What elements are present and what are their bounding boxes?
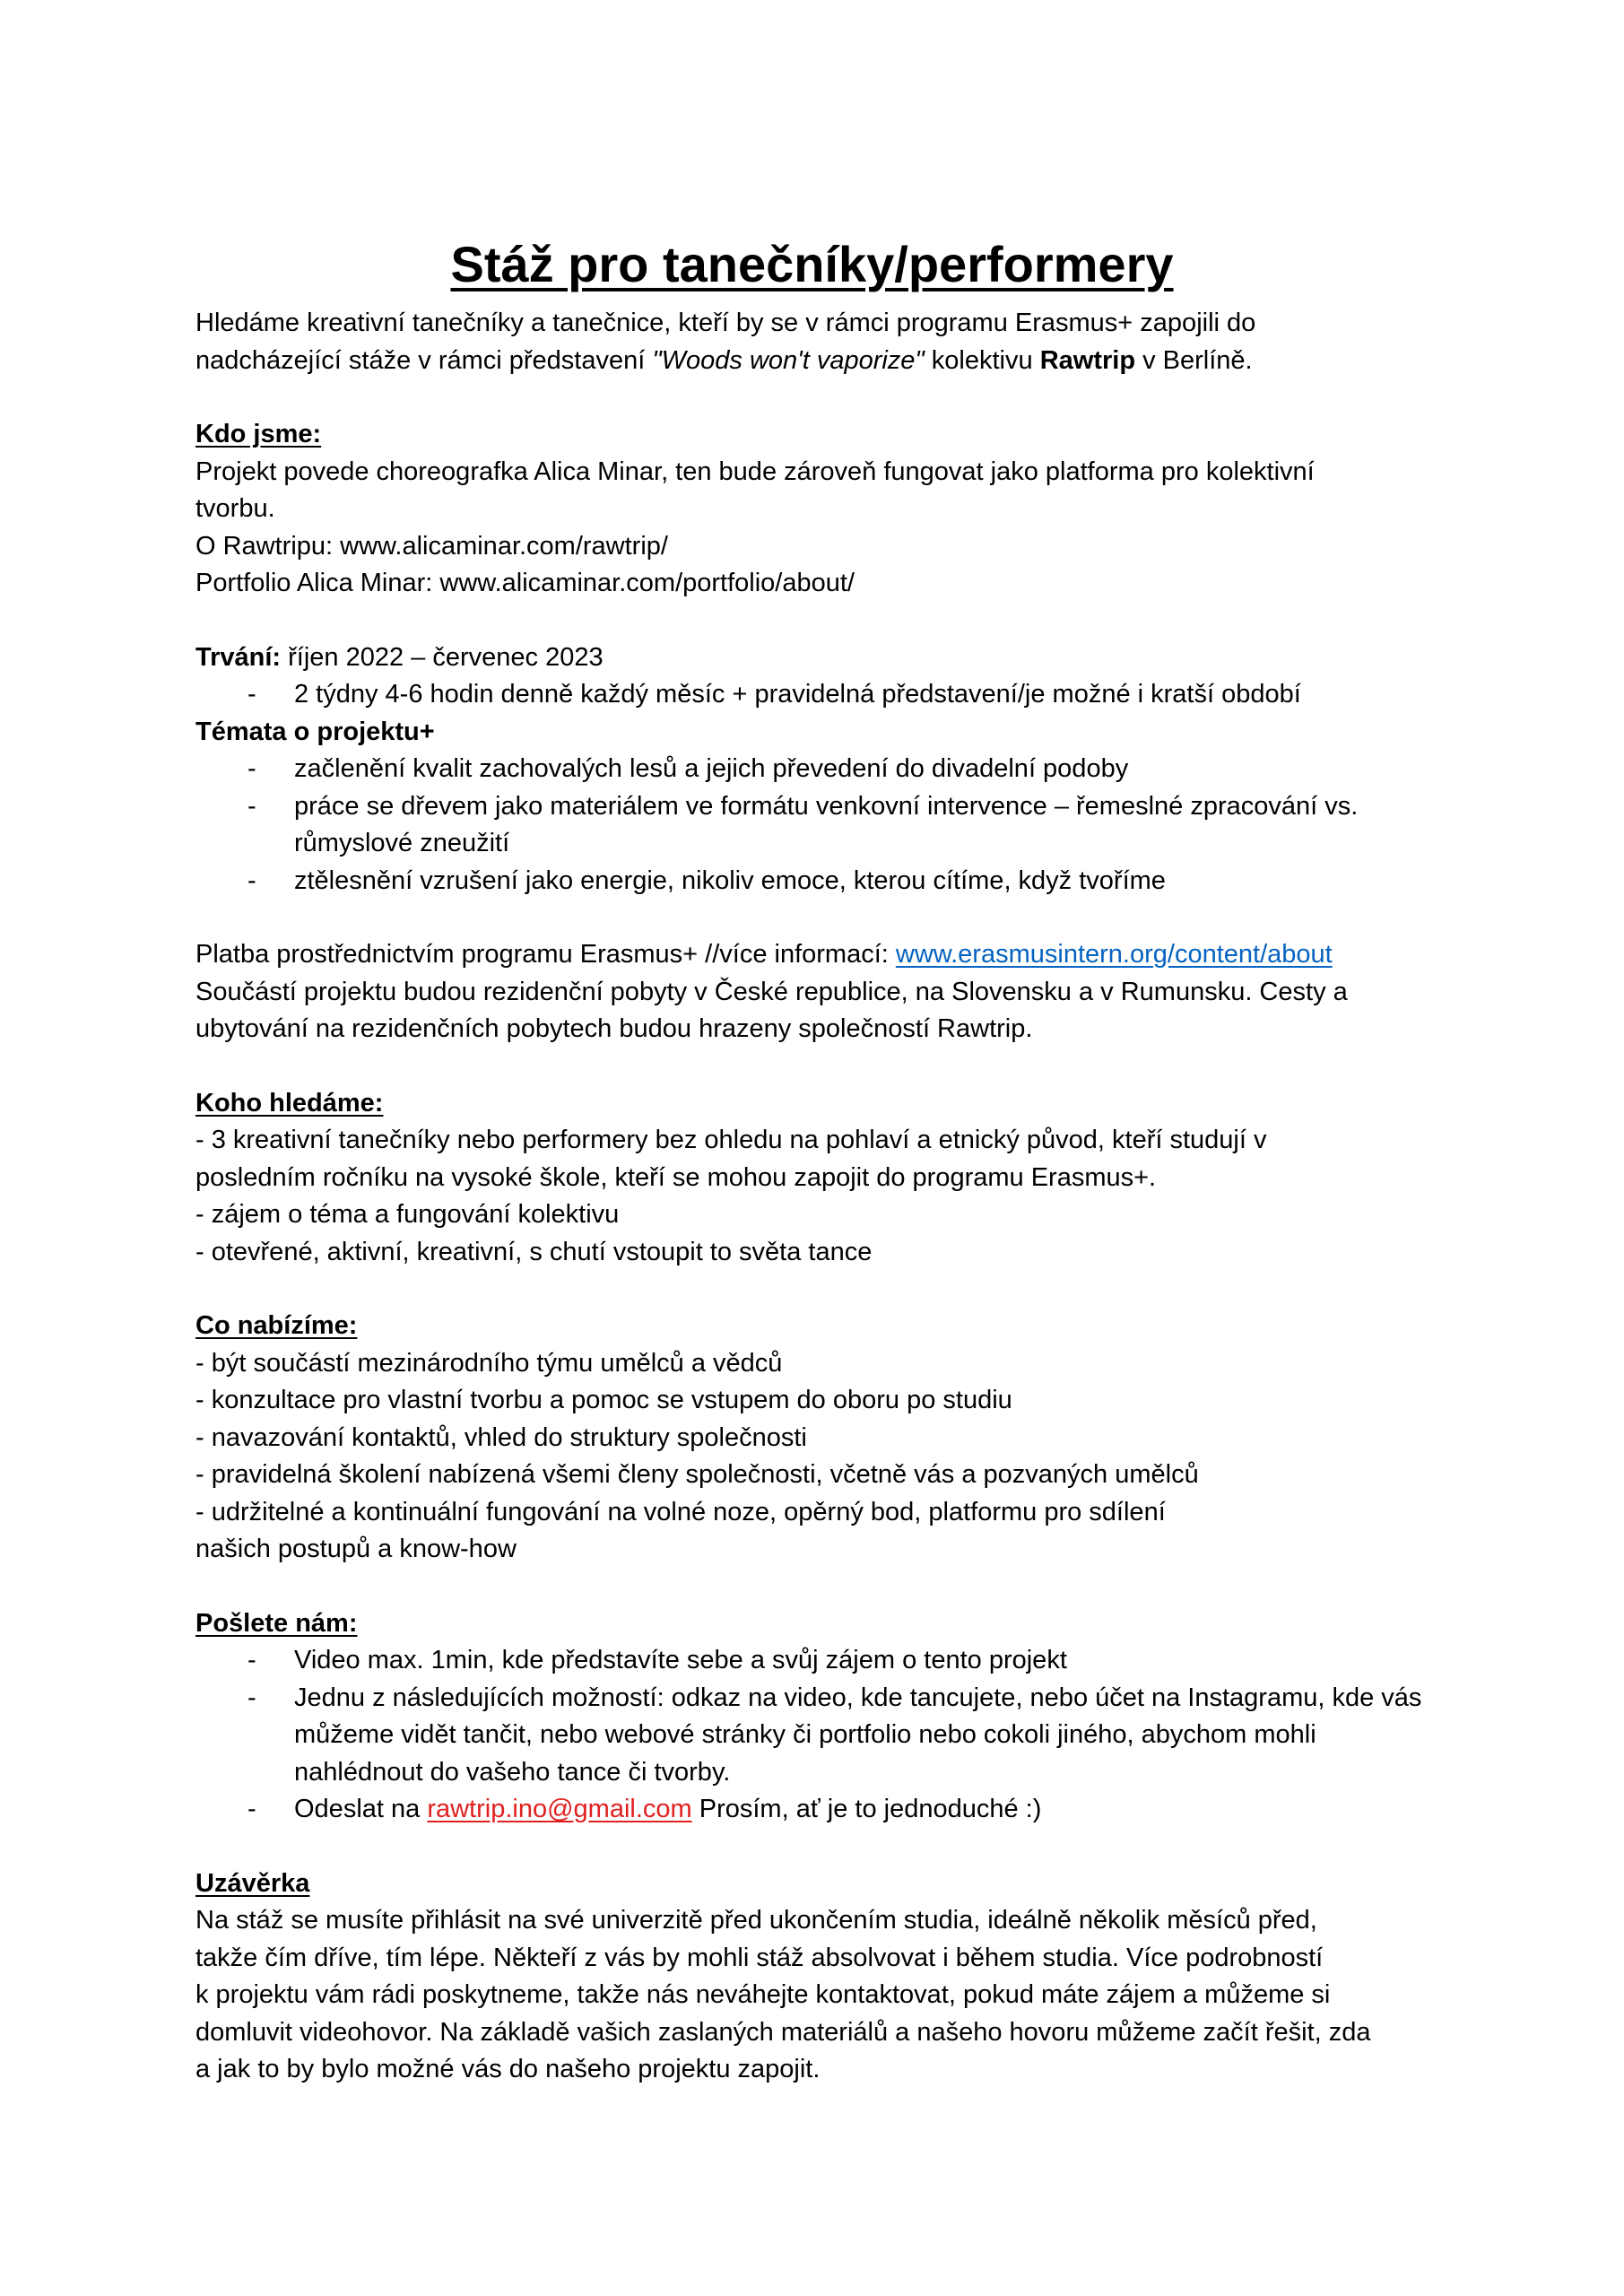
section-heading-co-nabizime: Co nabízíme: bbox=[195, 1311, 358, 1340]
trvani-line bbox=[195, 639, 1451, 677]
uzaverka-line: domluvit videohovor. Na základě vašich zaslaných materiálů a našeho hovoru můžeme začít řešit, zda bbox=[195, 2017, 1371, 2047]
trvani-label: Trvání: bbox=[195, 642, 282, 672]
uzaverka-line: k projektu vám rádi poskytneme, takže nás neváhejte kontaktovat, pokud máte zájem a můžeme si bbox=[195, 1980, 1331, 2009]
nabizime-line: - pravidelná školení nabízená všemi členy společnosti, včetně vás a pozvaných umělců bbox=[195, 1460, 1199, 1489]
trvani-list bbox=[195, 676, 1451, 714]
portfolio-url-line: Portfolio Alica Minar: www.alicaminar.com/portfolio/about/ bbox=[195, 569, 855, 597]
intro-line-2 bbox=[195, 343, 1451, 380]
kdo-jsme-line: Projekt povede choreografka Alica Minar, ten bude zároveň fungovat jako platforma pro kolektivní bbox=[195, 457, 1315, 486]
section-heading-kdo-jsme: Kdo jsme: bbox=[195, 420, 322, 448]
list-item bbox=[195, 1791, 1451, 1829]
koho-line: - 3 kreativní tanečníky nebo performery bez ohledu na pohlaví a etnický původ, kteří studují v bbox=[195, 1126, 1267, 1154]
intro-text: v Berlíně. bbox=[1135, 345, 1253, 375]
send-text: Odeslat na bbox=[294, 1795, 428, 1823]
document-body bbox=[195, 305, 1451, 2089]
platba-line bbox=[195, 936, 1451, 974]
list-item: - Jednu z následujících možností: odkaz na video, kde tancujete, nebo účet na Instagramu, kde vás můžeme vidět tančit, nebo webové stránky či portfolio nebo cokoli jiného, abychom mohli nahlédnout do vašeho tance či tvorby. bbox=[195, 1680, 1451, 1792]
page-title: Stáž pro tanečníky/performery bbox=[450, 235, 1174, 292]
send-text: Prosím, ať je to jednoduché :) bbox=[691, 1795, 1042, 1823]
koho-line: posledním ročníku na vysoké škole, kteří se mohou zapojit do programu Erasmus+. bbox=[195, 1162, 1157, 1192]
intro-line-1: Hledáme kreativní tanečníky a tanečnice, kteří by se v rámci programu Erasmus+ zapojili do bbox=[195, 309, 1256, 337]
platba-text: Platba prostřednictvím programu Erasmus+ //více informací: bbox=[195, 940, 896, 969]
list-item: - začlenění kvalit zachovalých lesů a jejich převedení do divadelní podoby bbox=[195, 751, 1451, 788]
collective-name: Rawtrip bbox=[1039, 345, 1136, 375]
nabizime-line: našich postupů a know-how bbox=[195, 1535, 517, 1563]
platba-line: Součástí projektu budou rezidenční pobyty v České republice, na Slovensku a v Rumunsku. Cesty a bbox=[195, 977, 1348, 1006]
trvani-value: říjen 2022 – červenec 2023 bbox=[281, 642, 604, 672]
email-link[interactable]: rawtrip.ino@gmail.com bbox=[427, 1795, 692, 1823]
uzaverka-line: a jak to by bylo možné vás do našeho projektu zapojit. bbox=[195, 2055, 821, 2083]
rawtrip-url-line: O Rawtripu: www.alicaminar.com/rawtrip/ bbox=[195, 531, 668, 561]
erasmus-link[interactable]: www.erasmusintern.org/content/about bbox=[895, 940, 1333, 969]
section-heading-poslete-nam: Pošlete nám: bbox=[195, 1608, 358, 1638]
list-item: - práce se dřevem jako materiálem ve formátu venkovní intervence – řemeslné zpracování vs. růmyslové zneužití bbox=[195, 788, 1478, 863]
poslete-list bbox=[195, 1642, 1451, 1829]
intro-text: nadcházející stáže v rámci představení bbox=[195, 345, 653, 375]
intro-text: kolektivu bbox=[924, 345, 1040, 375]
temata-list bbox=[195, 751, 1451, 900]
nabizime-line: - konzultace pro vlastní tvorbu a pomoc se vstupem do oboru po studiu bbox=[195, 1386, 1012, 1414]
nabizime-line: - být součástí mezinárodního týmu umělců a vědců bbox=[195, 1348, 783, 1378]
list-item: - 2 týdny 4-6 hodin denně každý měsíc + pravidelná představení/je možné i kratší období bbox=[195, 676, 1451, 714]
section-heading-uzaverka: Uzávěrka bbox=[195, 1868, 310, 1898]
platba-line: ubytování na rezidenčních pobytech budou hrazeny společností Rawtrip. bbox=[195, 1014, 1033, 1043]
section-heading-koho-hledame: Koho hledáme: bbox=[195, 1088, 384, 1118]
koho-line: - zájem o téma a fungování kolektivu bbox=[195, 1200, 620, 1229]
list-item: - Video max. 1min, kde představíte sebe a svůj zájem o tento projekt bbox=[195, 1642, 1451, 1680]
nabizime-line: - navazování kontaktů, vhled do struktury společnosti bbox=[195, 1422, 807, 1452]
performance-title: "Woods won't vaporize" bbox=[652, 345, 925, 375]
uzaverka-line: takže čím dříve, tím lépe. Někteří z vás by mohli stáž absolvovat i během studia. Více podrobností bbox=[195, 1943, 1324, 1972]
uzaverka-line: Na stáž se musíte přihlásit na své univerzitě před ukončením studia, ideálně několik měsíců před, bbox=[195, 1906, 1317, 1935]
list-item: - ztělesnění vzrušení jako energie, nikoliv emoce, kterou cítíme, když tvoříme bbox=[195, 863, 1451, 900]
kdo-jsme-line: tvorbu. bbox=[195, 494, 275, 523]
section-heading-temata: Témata o projektu+ bbox=[195, 717, 435, 746]
koho-line: - otevřené, aktivní, kreativní, s chutí vstoupit to světa tance bbox=[195, 1237, 873, 1266]
nabizime-line: - udržitelné a kontinuální fungování na volné noze, opěrný bod, platformu pro sdílení bbox=[195, 1497, 1166, 1526]
